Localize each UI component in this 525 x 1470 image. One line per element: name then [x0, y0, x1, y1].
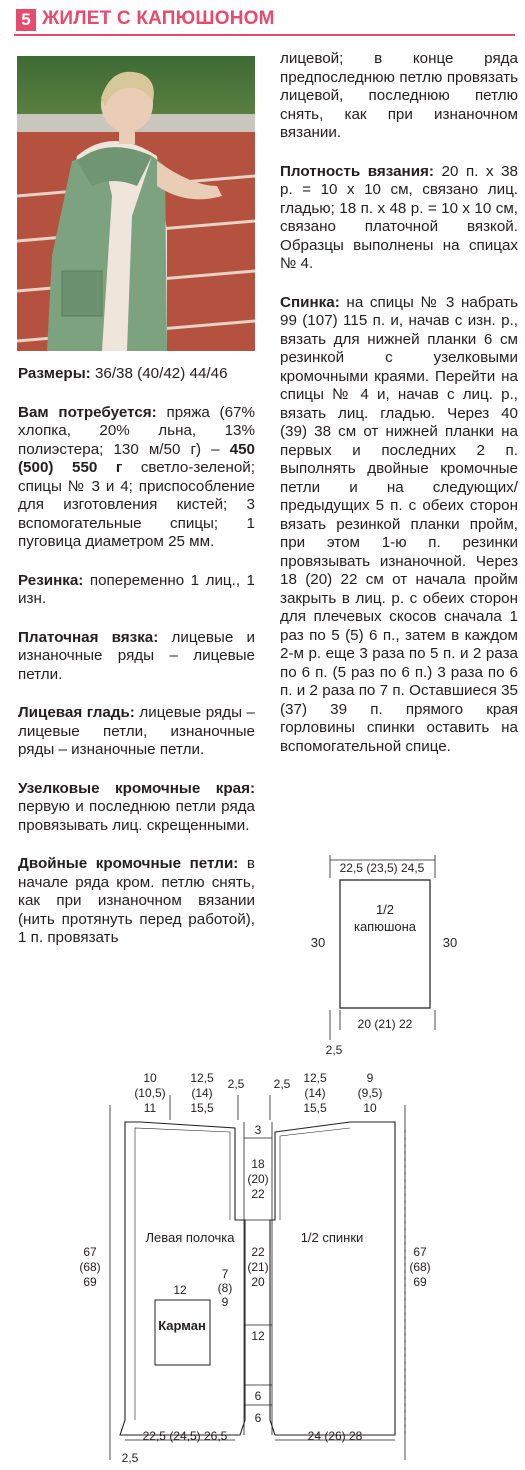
- double-edge-label: Двойные кромочные петли:: [18, 855, 239, 872]
- hood-label-1: 1/2: [375, 902, 395, 917]
- materials-label: Вам потребуется:: [18, 403, 157, 421]
- continuation-paragraph: [280, 50, 518, 143]
- garter-label: Платочная вязка:: [18, 628, 159, 646]
- section-number-badge: 5: [16, 9, 36, 31]
- center-measurements: [173, 1123, 268, 1425]
- top-2b: (14): [191, 1086, 213, 1100]
- bottom-corner: 2,5: [121, 1451, 139, 1465]
- double-edge-text: в начале ряда кром. петлю снять, как при изнаночном вязании (нить протянуть перед работой), 1 п. провязать: [18, 855, 256, 946]
- right-height-1: 67: [413, 1245, 427, 1259]
- top-2c: 15,5: [190, 1101, 214, 1115]
- left-height-1: 67: [83, 1245, 97, 1259]
- sizes-label: Размеры:: [18, 365, 91, 382]
- continuation-text: лицевой; в конце ряда предпоследнюю петлю провязать лицевой, последнюю петлю снять, как при изнаночном вязании.: [280, 50, 518, 141]
- left-height-2: (68): [79, 1260, 101, 1274]
- top-2a: 12,5: [190, 1071, 214, 1085]
- rib-paragraph: [18, 572, 255, 609]
- hood-top-label: 22,5 (23,5) 24,5: [339, 861, 425, 875]
- center-3: 3: [254, 1123, 262, 1137]
- pocket-offset-3: 9: [221, 1295, 229, 1309]
- top-1b: (10,5): [134, 1086, 166, 1100]
- garter-paragraph: [18, 629, 255, 685]
- center-12: 12: [251, 1329, 265, 1343]
- back-label: Спинка:: [280, 293, 340, 311]
- rib-label: Резинка:: [18, 571, 84, 589]
- knot-edge-text: первую и последнюю петли ряда провязывать лиц. скрещенными.: [18, 798, 255, 834]
- center-6a: 6: [254, 1389, 262, 1403]
- back-outline: [270, 1122, 395, 1435]
- top-3: 2,5: [227, 1077, 245, 1091]
- left-front-inner-line: [135, 1128, 230, 1420]
- materials-paragraph: [18, 404, 255, 552]
- back-text: на спицы № 3 набрать 99 (107) 115 п. и, начав с изн. р., вязать для нижней планки 6 см резинкой с узелковыми кромочными краями. Перейти на спицы № 4 и, начав с лиц. р., вязать лиц. гладью. Через 40 (39) 38 см от нижней планки на первых и последних 2 п. выполнять двойные кромочные петли и на следующих/предыдущих 5 п. с обеих сторон вязать резинкой планки пройм, при этом 1-ю п. резинки провязывать изнаночной. Через 18 (20) 22 см от начала пройм закрыть в лиц. р. с обеих сторон для плечевых скосов сначала 1 раз по 5 (5) 6 п., затем в каждом 2-м р. еще 3 раза по 5 п. и 2 раза по 6 п. (5 раз по 6 п.) 3 раза по 6 п. и 2 раза по 7 п. Оставшиеся 35 (37) 39 п. прямого края горловины спинки оставить на вспомогательной спице.: [280, 293, 518, 755]
- hood-bottom-label: 20 (21) 22: [357, 1017, 413, 1031]
- pocket-width: 12: [173, 1283, 187, 1297]
- pocket-label: Карман: [158, 1318, 206, 1333]
- gauge-label: Плотность вязания:: [280, 162, 434, 180]
- right-text-column: [280, 50, 518, 776]
- section-header: [14, 6, 515, 36]
- left-height-3: 69: [83, 1275, 97, 1289]
- center-21: (21): [247, 1260, 269, 1274]
- hood-left-height: 30: [310, 935, 326, 950]
- rib-text: попеременно 1 лиц., 1 изн.: [18, 571, 255, 607]
- section-title: ЖИЛЕТ С КАПЮШОНОМ: [42, 8, 275, 29]
- center-6b: 6: [254, 1411, 262, 1425]
- bottom-right-width: 24 (26) 28: [307, 1429, 363, 1443]
- materials-text: пряжа (67% хлопка, 20% льна, 13% полиэстера; 130 м/50 г) –: [18, 403, 255, 458]
- photo-illustration: [17, 56, 255, 351]
- hood-outline: [340, 880, 430, 1008]
- back-label: 1/2 спинки: [300, 1230, 364, 1245]
- top-1c: 11: [143, 1101, 157, 1115]
- stockinette-paragraph: [18, 704, 255, 760]
- back-paragraph: [280, 294, 518, 757]
- top-6c: 10: [363, 1101, 377, 1115]
- top-4: 2,5: [273, 1077, 291, 1091]
- garter-text: лицевые и изнаночные ряды – лицевые петли.: [18, 628, 255, 683]
- center-22b: 22: [251, 1245, 265, 1259]
- hood-schematic: [290, 850, 480, 1060]
- sizes-paragraph: [18, 365, 255, 384]
- double-edge-paragraph: [18, 855, 255, 948]
- top-1a: 10: [143, 1071, 157, 1085]
- pocket-offset-2: (8): [217, 1281, 233, 1295]
- stockinette-text: лицевые ряды – лицевые петли, изнаночные ряды – изнаночные петли.: [18, 704, 255, 758]
- knot-edge-label: Узелковые кромочные края:: [18, 779, 255, 797]
- hood-corner-label: 2,5: [325, 1043, 343, 1057]
- pocket-offset-1: 7: [221, 1267, 229, 1281]
- hood-label-2: капюшона: [353, 919, 417, 934]
- right-height-2: (68): [409, 1260, 431, 1274]
- top-5b: (14): [304, 1086, 326, 1100]
- top-5a: 12,5: [303, 1071, 327, 1085]
- gauge-text: 20 п. x 38 р. = 10 x 10 см, связано лиц. гладью; 18 п. x 48 р. = 10 x 10 см, связано платочной вязкой. Образцы выполнены на спицах № 4.: [280, 162, 518, 272]
- left-front-label: Левая полочка: [145, 1230, 235, 1245]
- top-5c: 15,5: [303, 1101, 327, 1115]
- materials-amount: 450 (500) 550 г: [18, 440, 255, 476]
- bottom-measurements: [122, 1429, 363, 1465]
- center-20b: 20: [251, 1275, 265, 1289]
- woman-in-green-vest-photo: [17, 56, 255, 351]
- materials-text-rest: светло-зеленой; спицы № 3 и 4; приспособление для изготовления кистей; 3 вспомогательные спицы; 1 пуговица диаметром 25 мм.: [18, 459, 255, 550]
- vest-schematic: [60, 1060, 450, 1470]
- gauge-paragraph: [280, 163, 518, 274]
- top-6a: 9: [366, 1071, 374, 1085]
- knot-edge-paragraph: [18, 780, 255, 836]
- center-22: 22: [251, 1187, 265, 1201]
- stockinette-label: Лицевая гладь:: [18, 704, 135, 721]
- center-20: (20): [247, 1172, 269, 1186]
- right-height-3: 69: [413, 1275, 427, 1289]
- left-text-column: [18, 365, 255, 968]
- bottom-left-width: 22,5 (24,5) 26,5: [142, 1429, 228, 1443]
- hood-right-height: 30: [442, 935, 458, 950]
- center-18: 18: [251, 1157, 265, 1171]
- sizes-text: 36/38 (40/42) 44/46: [90, 365, 228, 382]
- top-measurements: [134, 1071, 382, 1115]
- top-6b: (9,5): [357, 1086, 383, 1100]
